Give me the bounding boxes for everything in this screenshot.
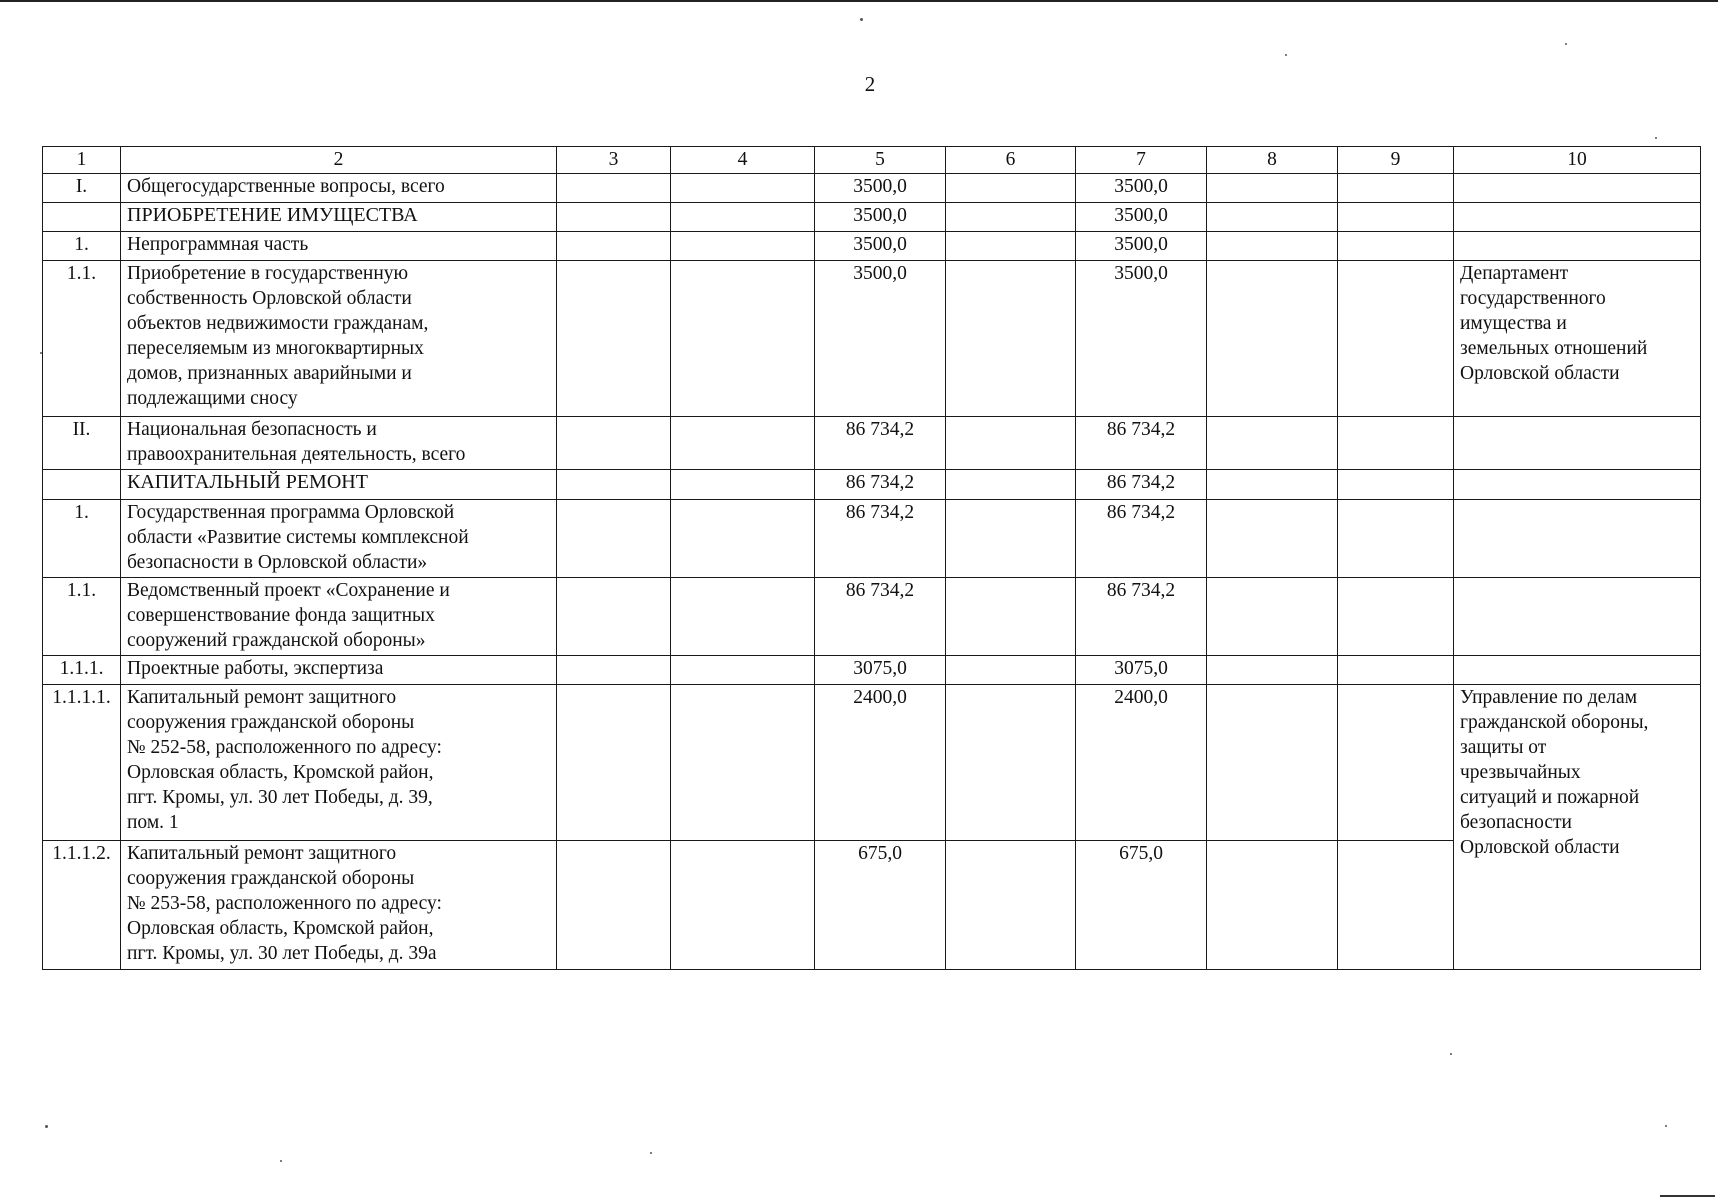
- empty-cell: [1338, 841, 1454, 970]
- empty-cell: [671, 417, 815, 470]
- empty-cell: [1454, 500, 1701, 578]
- row-name: Национальная безопасность и правоохранительная деятельность, всего: [121, 417, 557, 470]
- responsible-organization: Департамент государственного имущества и земельных отношений Орловской области: [1454, 261, 1701, 417]
- empty-cell: [557, 261, 671, 417]
- value-col7: 3500,0: [1076, 203, 1207, 232]
- column-number: 9: [1338, 147, 1454, 174]
- empty-cell: [1207, 578, 1338, 656]
- empty-cell: [557, 656, 671, 685]
- empty-cell: [1207, 261, 1338, 417]
- empty-cell: [671, 470, 815, 500]
- empty-cell: [1454, 203, 1701, 232]
- empty-cell: [1338, 261, 1454, 417]
- scan-speck: [1655, 137, 1657, 139]
- value-col5: 2400,0: [815, 685, 946, 841]
- row-name: Приобретение в государственную собственность Орловской области объектов недвижимости гражданам, переселяемым из многоквартирных домов, признанных аварийными и подлежащими сносу: [121, 261, 557, 417]
- empty-cell: [946, 417, 1076, 470]
- empty-cell: [557, 174, 671, 203]
- value-col5: 675,0: [815, 841, 946, 970]
- value-col5: 86 734,2: [815, 417, 946, 470]
- empty-cell: [1338, 500, 1454, 578]
- row-name: Государственная программа Орловской области «Развитие системы комплексной безопасности в Орловской области»: [121, 500, 557, 578]
- table-row: [43, 578, 1701, 656]
- page-number: 2: [864, 72, 876, 96]
- empty-cell: [557, 685, 671, 841]
- empty-cell: [671, 685, 815, 841]
- empty-cell: [557, 203, 671, 232]
- empty-cell: [946, 203, 1076, 232]
- value-col5: 86 734,2: [815, 578, 946, 656]
- empty-cell: [1454, 174, 1701, 203]
- empty-cell: [946, 841, 1076, 970]
- empty-cell: [557, 841, 671, 970]
- row-name: Непрограммная часть: [121, 232, 557, 261]
- responsible-organization: Управление по делам гражданской обороны, защиты от чрезвычайных ситуаций и пожарной безопасности Орловской области: [1454, 685, 1701, 970]
- empty-cell: [1207, 685, 1338, 841]
- row-index: [43, 203, 121, 232]
- empty-cell: [557, 470, 671, 500]
- empty-cell: [1207, 500, 1338, 578]
- value-col5: 3075,0: [815, 656, 946, 685]
- value-col7: 86 734,2: [1076, 500, 1207, 578]
- row-index: 1.1.1.: [43, 656, 121, 685]
- empty-cell: [1207, 841, 1338, 970]
- value-col7: 86 734,2: [1076, 417, 1207, 470]
- row-index: 1.1.: [43, 261, 121, 417]
- empty-cell: [946, 261, 1076, 417]
- empty-cell: [1338, 203, 1454, 232]
- scan-speck: [280, 1160, 282, 1162]
- value-col5: 3500,0: [815, 203, 946, 232]
- empty-cell: [1207, 232, 1338, 261]
- empty-cell: [557, 232, 671, 261]
- table-row: [43, 203, 1701, 232]
- value-col7: 86 734,2: [1076, 578, 1207, 656]
- column-number: 4: [671, 147, 815, 174]
- row-index: 1.1.1.1.: [43, 685, 121, 841]
- table-row: [43, 841, 1701, 970]
- value-col7: 2400,0: [1076, 685, 1207, 841]
- empty-cell: [1338, 578, 1454, 656]
- empty-cell: [946, 656, 1076, 685]
- value-col5: 3500,0: [815, 261, 946, 417]
- empty-cell: [671, 232, 815, 261]
- table-row: [43, 470, 1701, 500]
- empty-cell: [946, 232, 1076, 261]
- value-col5: 3500,0: [815, 232, 946, 261]
- empty-cell: [1338, 656, 1454, 685]
- scan-speck: [650, 1152, 652, 1154]
- table-row: [43, 174, 1701, 203]
- scan-speck: [1285, 54, 1287, 56]
- value-col7: 675,0: [1076, 841, 1207, 970]
- empty-cell: [671, 261, 815, 417]
- column-number: 7: [1076, 147, 1207, 174]
- row-name: ПРИОБРЕТЕНИЕ ИМУЩЕСТВА: [121, 203, 557, 232]
- row-name: Общегосударственные вопросы, всего: [121, 174, 557, 203]
- top-border-line: [0, 0, 1718, 2]
- empty-cell: [1338, 685, 1454, 841]
- scan-speck: [40, 352, 42, 354]
- empty-cell: [1207, 203, 1338, 232]
- value-col7: 86 734,2: [1076, 470, 1207, 500]
- row-name: Проектные работы, экспертиза: [121, 656, 557, 685]
- row-name: КАПИТАЛЬНЫЙ РЕМОНТ: [121, 470, 557, 500]
- value-col7: 3075,0: [1076, 656, 1207, 685]
- column-number: 10: [1454, 147, 1701, 174]
- empty-cell: [946, 685, 1076, 841]
- empty-cell: [557, 578, 671, 656]
- column-number: 5: [815, 147, 946, 174]
- scan-speck: [1565, 43, 1567, 45]
- empty-cell: [1454, 578, 1701, 656]
- value-col5: 86 734,2: [815, 500, 946, 578]
- empty-cell: [671, 174, 815, 203]
- row-name: Капитальный ремонт защитного сооружения гражданской обороны № 253-58, расположенного по адресу: Орловская область, Кромской район, пгт. Кромы, ул. 30 лет Победы, д. 39а: [121, 841, 557, 970]
- row-index: I.: [43, 174, 121, 203]
- table-row: [43, 500, 1701, 578]
- empty-cell: [671, 656, 815, 685]
- table-row: [43, 261, 1701, 417]
- empty-cell: [671, 203, 815, 232]
- empty-cell: [1454, 470, 1701, 500]
- empty-cell: [671, 500, 815, 578]
- empty-cell: [671, 841, 815, 970]
- scan-speck: [860, 18, 863, 21]
- empty-cell: [1338, 232, 1454, 261]
- scan-speck: [1665, 1125, 1667, 1127]
- row-index: 1.: [43, 500, 121, 578]
- value-col5: 3500,0: [815, 174, 946, 203]
- row-index: [43, 470, 121, 500]
- column-number: 1: [43, 147, 121, 174]
- empty-cell: [946, 500, 1076, 578]
- column-number: 3: [557, 147, 671, 174]
- empty-cell: [1207, 417, 1338, 470]
- empty-cell: [946, 174, 1076, 203]
- empty-cell: [1207, 656, 1338, 685]
- empty-cell: [1207, 470, 1338, 500]
- column-number: 6: [946, 147, 1076, 174]
- empty-cell: [946, 578, 1076, 656]
- scan-speck: [45, 1125, 48, 1128]
- column-number-row: [43, 147, 1701, 174]
- empty-cell: [557, 417, 671, 470]
- row-index: II.: [43, 417, 121, 470]
- empty-cell: [946, 470, 1076, 500]
- row-index: 1.: [43, 232, 121, 261]
- empty-cell: [1454, 417, 1701, 470]
- budget-table: [42, 146, 1701, 970]
- empty-cell: [1338, 174, 1454, 203]
- table-row: [43, 685, 1701, 841]
- scan-speck: [1450, 1053, 1452, 1055]
- empty-cell: [1454, 656, 1701, 685]
- table-row: [43, 232, 1701, 261]
- table-row: [43, 656, 1701, 685]
- table-row: [43, 417, 1701, 470]
- empty-cell: [1338, 417, 1454, 470]
- row-name: Ведомственный проект «Сохранение и совершенствование фонда защитных сооружений гражданской обороны»: [121, 578, 557, 656]
- empty-cell: [557, 500, 671, 578]
- scan-edge-mark: [1660, 1195, 1715, 1197]
- value-col7: 3500,0: [1076, 232, 1207, 261]
- empty-cell: [671, 578, 815, 656]
- empty-cell: [1454, 232, 1701, 261]
- empty-cell: [1207, 174, 1338, 203]
- value-col7: 3500,0: [1076, 261, 1207, 417]
- empty-cell: [1338, 470, 1454, 500]
- row-name: Капитальный ремонт защитного сооружения гражданской обороны № 252-58, расположенного по адресу: Орловская область, Кромской район, пгт. Кромы, ул. 30 лет Победы, д. 39, пом. 1: [121, 685, 557, 841]
- row-index: 1.1.: [43, 578, 121, 656]
- column-number: 8: [1207, 147, 1338, 174]
- value-col7: 3500,0: [1076, 174, 1207, 203]
- row-index: 1.1.1.2.: [43, 841, 121, 970]
- column-number: 2: [121, 147, 557, 174]
- value-col5: 86 734,2: [815, 470, 946, 500]
